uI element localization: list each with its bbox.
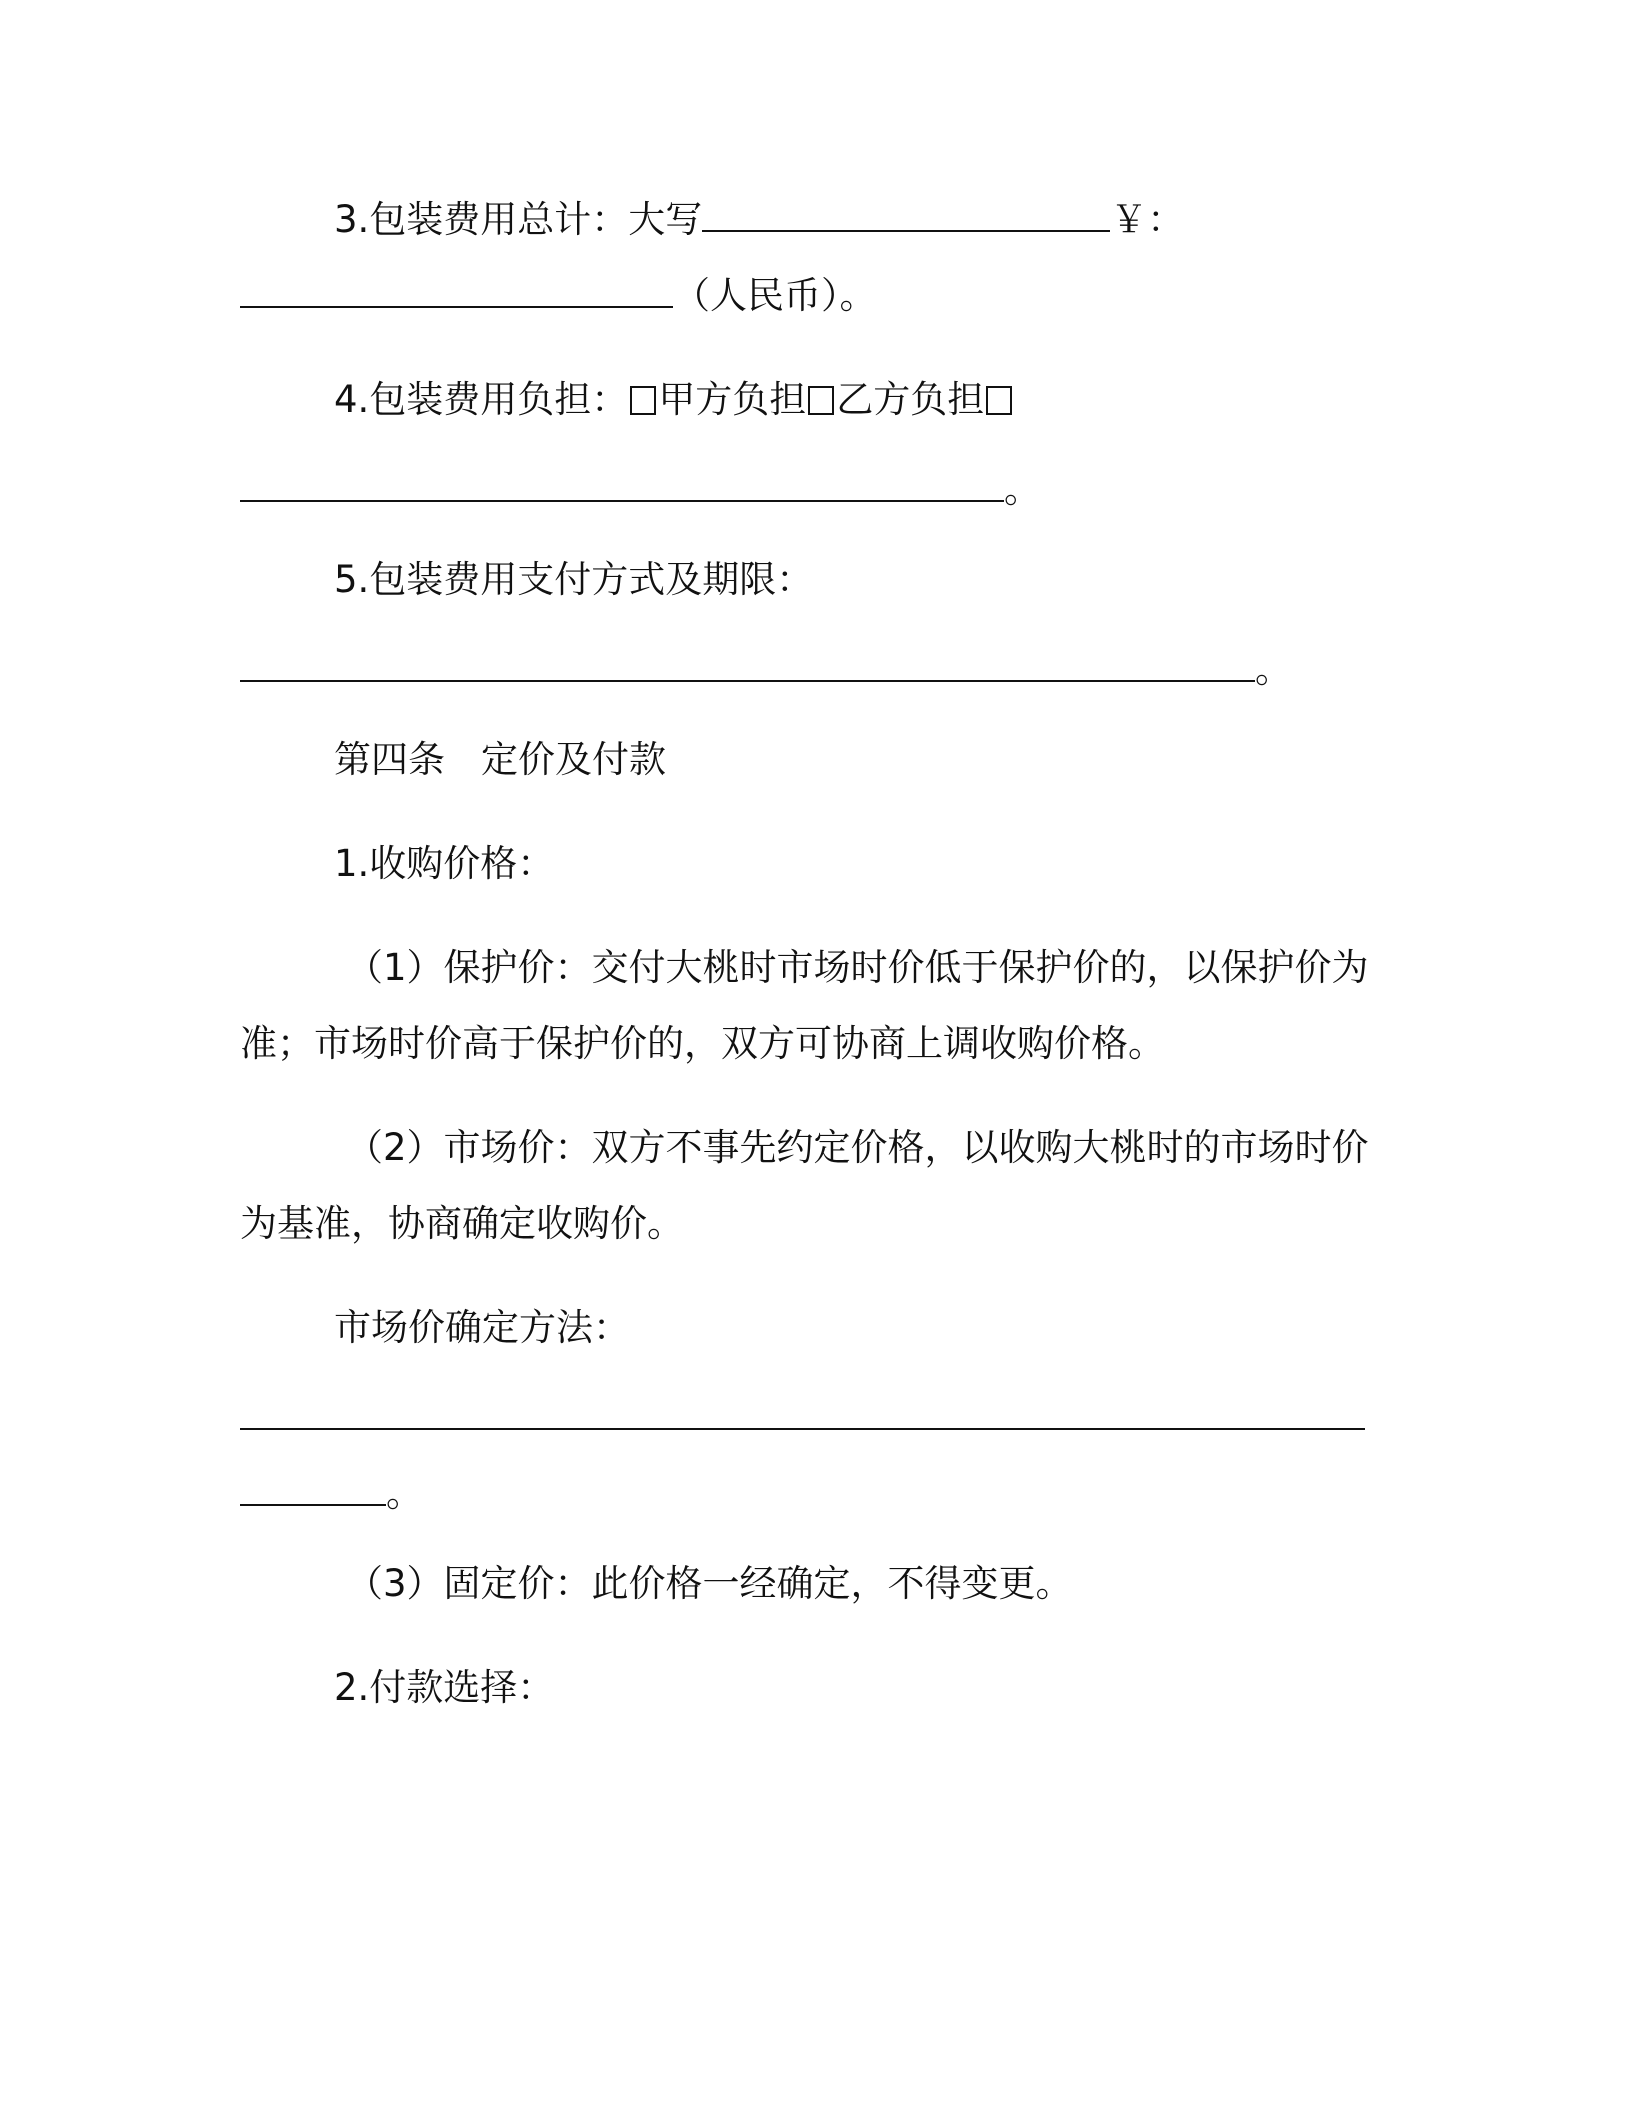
article-number: 第四条 [334, 738, 445, 781]
market-price-method-line [334, 1304, 630, 1352]
party-a-option: 甲方负担 [658, 378, 807, 421]
market-price-line-1 [346, 1124, 1369, 1172]
packaging-payment-label: 5.包装费用支付方式及期限： [334, 558, 814, 601]
market-method-blank-1[interactable] [240, 1394, 1365, 1430]
market-price-method-blank-line-1 [240, 1394, 1365, 1442]
amount-in-figures-blank[interactable] [240, 272, 673, 308]
packaging-bearer-other-line [240, 466, 1041, 514]
article-four-heading [334, 736, 666, 784]
packaging-payment-line [334, 556, 813, 604]
fixed-price-line [346, 1560, 1073, 1608]
payment-choice-label: 2.付款选择： [334, 1666, 555, 1709]
amount-in-words-blank[interactable] [702, 196, 1110, 232]
yen-label: ￥： [1110, 198, 1185, 241]
purchase-price-label: 1.收购价格： [334, 842, 555, 885]
market-price-text-1: （2）市场价：双方不事先约定价格，以收购大桃时的市场时价 [346, 1126, 1369, 1169]
packaging-bearer-line [334, 376, 1014, 424]
market-price-method-label: 市场价确定方法： [334, 1306, 630, 1349]
party-b-option: 乙方负担 [836, 378, 985, 421]
protection-price-line-2 [240, 1020, 1165, 1068]
packaging-total-label: 3.包装费用总计：大写 [334, 198, 703, 241]
packaging-total-amount-line [240, 272, 877, 320]
payment-choice-heading [334, 1664, 554, 1712]
market-method-period: 。 [386, 1472, 423, 1515]
packaging-bearer-label: 4.包装费用负担： [334, 378, 629, 421]
other-checkbox[interactable] [986, 386, 1012, 415]
purchase-price-heading [334, 840, 554, 888]
payment-method-blank[interactable] [240, 646, 1255, 682]
protection-price-text-1: （1）保护价：交付大桃时市场时价低于保护价的，以保护价为 [346, 946, 1369, 989]
other-bearer-blank[interactable] [240, 466, 1004, 502]
packaging-payment-blank-line [240, 646, 1292, 694]
fixed-price-text: （3）固定价：此价格一经确定，不得变更。 [346, 1562, 1073, 1605]
market-price-line-2 [240, 1200, 684, 1248]
rmb-suffix: （人民币）。 [673, 274, 877, 317]
market-price-method-blank-line-2 [240, 1470, 423, 1518]
payment-period: 。 [1255, 648, 1292, 691]
party-a-checkbox[interactable] [630, 386, 656, 415]
packaging-total-line [334, 196, 1184, 244]
party-b-checkbox[interactable] [808, 386, 834, 415]
market-method-blank-2[interactable] [240, 1470, 386, 1506]
bearer-period: 。 [1004, 468, 1041, 511]
protection-price-text-2: 准；市场时价高于保护价的，双方可协商上调收购价格。 [240, 1022, 1165, 1065]
market-price-text-2: 为基准，协商确定收购价。 [240, 1202, 684, 1245]
article-title: 定价及付款 [481, 738, 666, 781]
protection-price-line-1 [346, 944, 1369, 992]
